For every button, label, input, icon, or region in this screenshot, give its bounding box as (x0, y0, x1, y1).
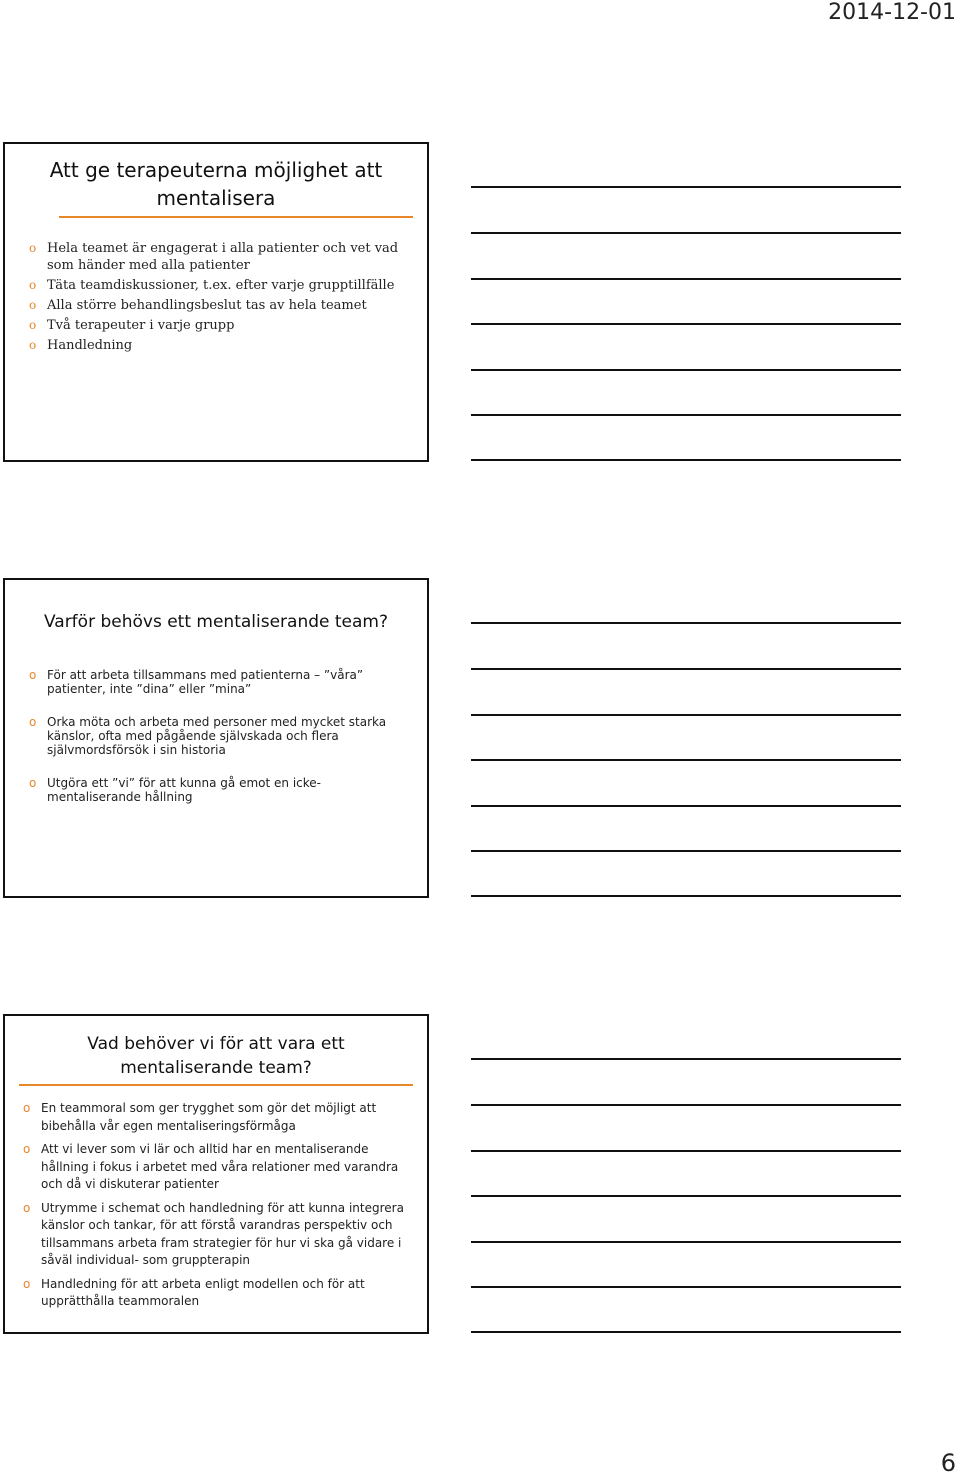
note-line (471, 1104, 901, 1106)
note-line (471, 278, 901, 280)
note-line (471, 1150, 901, 1152)
note-line (471, 459, 901, 461)
bullet-item: o Utrymme i schemat och handledning för att kunna integrera känslor och tankar, för att förstå varandras perspektiv och tillsammans arbeta fram strategier för hur vi ska gå vidare i såväl individual- som gruppterapin (23, 1200, 404, 1267)
bullet-icon: o (29, 241, 37, 255)
note-line (471, 714, 901, 716)
bullet-icon: o (23, 1276, 31, 1291)
note-line (471, 1286, 901, 1288)
bullet-item: o En teammoral som ger trygghet som gör det möjligt att bibehålla vår egen mentaliseringsförmåga (23, 1101, 377, 1133)
title-underline (59, 216, 413, 218)
note-line (471, 805, 901, 807)
page-date: 2014-12-01 (828, 0, 956, 25)
page-number: 6 (940, 1449, 956, 1477)
slide-title: Vad behöver vi för att vara ett mentaliserande team? (87, 1034, 345, 1078)
note-line (471, 1195, 901, 1197)
bullet-item: o Hela teamet är engagerat i alla patienter och vet vad som händer med alla patienter (29, 241, 399, 273)
bullet-item: o Täta teamdiskussioner, t.ex. efter varje grupptillfälle (29, 278, 395, 293)
bullet-item: o Orka möta och arbeta med personer med mycket starka känslor, ofta med pågående självskada och flera självmordsförsök i sin historia (29, 715, 387, 757)
bullet-icon: o (29, 278, 37, 292)
bullet-item: o Handledning (29, 338, 133, 353)
note-line (471, 622, 901, 624)
title-underline (19, 1084, 413, 1086)
note-line (471, 186, 901, 188)
bullet-icon: o (29, 338, 37, 352)
bullet-item: o Utgöra ett ”vi” för att kunna gå emot en icke-mentaliserande hållning (29, 776, 321, 804)
slide-title: Att ge terapeuterna möjlighet att mentalisera (49, 158, 383, 210)
bullet-icon: o (29, 776, 37, 790)
bullet-icon: o (29, 668, 37, 682)
slide-1 (3, 142, 429, 462)
slide-3 (3, 1014, 429, 1334)
note-line (471, 1241, 901, 1243)
bullet-item: o Att vi lever som vi lär och alltid har en mentaliserande hållning i fokus i arbetet med våra relationer med varandra och då vi diskuterar patienter (23, 1142, 399, 1191)
bullet-icon: o (29, 715, 37, 729)
bullet-list (19, 1100, 413, 1311)
note-line (471, 668, 901, 670)
bullet-icon: o (23, 1101, 31, 1115)
note-line (471, 369, 901, 371)
bullet-item: o Två terapeuter i varje grupp (29, 318, 235, 333)
bullet-icon: o (23, 1200, 31, 1215)
bullet-item: o Alla större behandlingsbeslut tas av hela teamet (29, 298, 367, 313)
note-line (471, 414, 901, 416)
bullet-icon: o (29, 318, 37, 332)
bullet-icon: o (23, 1142, 31, 1156)
note-line (471, 1058, 901, 1060)
note-line (471, 895, 901, 897)
bullet-icon: o (29, 298, 37, 312)
bullet-list (19, 240, 413, 354)
bullet-list (19, 668, 413, 804)
note-line (471, 1331, 901, 1333)
note-line (471, 759, 901, 761)
note-line (471, 323, 901, 325)
note-line (471, 232, 901, 234)
note-line (471, 850, 901, 852)
bullet-item: o Handledning för att arbeta enligt modellen och för att upprätthålla teammoralen (23, 1276, 365, 1308)
slide-2 (3, 578, 429, 898)
slide-title: Varför behövs ett mentaliserande team? (43, 612, 389, 632)
bullet-item: o För att arbeta tillsammans med patienterna – ”våra” patienter, inte ”dina” eller ”mina” (29, 668, 364, 696)
